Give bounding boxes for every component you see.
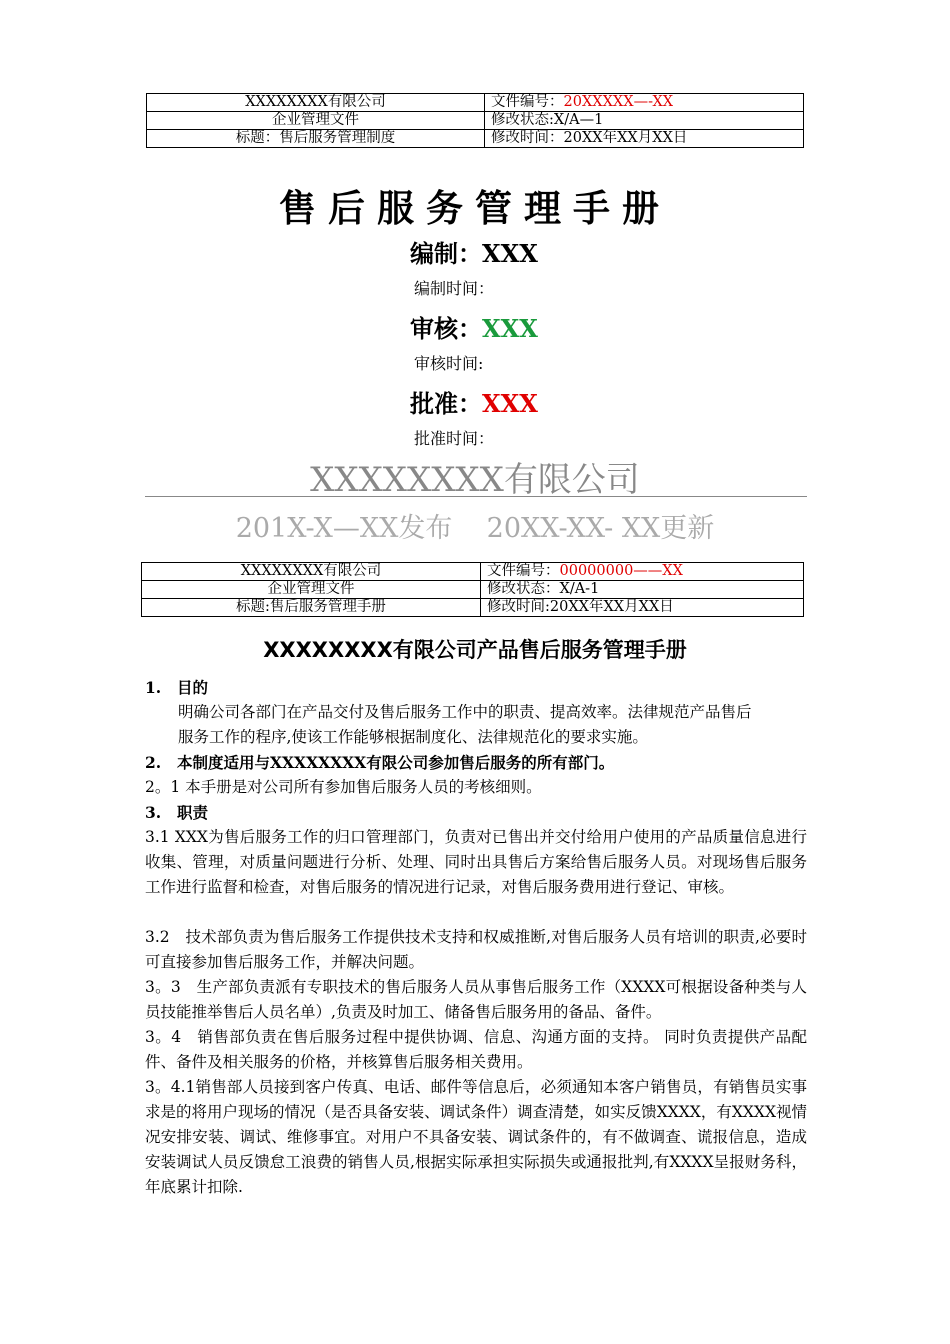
approve-time: 批准时间： [414,429,495,448]
section-1-heading: 1. 目的 [145,678,209,697]
header1-status: 修改状态:X/A—1 [485,112,804,130]
publish-line: 201X-X—XX发布 20XX-XX- XX更新 [235,513,715,544]
header2-title: 标题:售后服务管理手册 [142,599,481,617]
header1-title: 标题：售后服务管理制度 [147,130,485,148]
editor-line: 编制：XXX [410,239,538,268]
section-3-1: 3.1 XXX为售后服务工作的归口管理部门，负责对已售出并交付给用户使用的产品质量信息进行收集、管理，对质量问题进行分析、处理、同时出具售后方案给售后服务人员。对现场售后服务工作进行监督和检查，对售后服务的情况进行记录，对售后服务费用进行登记、审核。 [145,828,807,896]
header-table-1 [146,93,804,148]
section-3-3: 3。3 生产部负责派有专职技术的售后服务人员从事售后服务工作（XXXX可根据设备种类与人员技能推举售后人员名单）,负责及时加工、储备售后服务用的备品、备件。 [145,978,807,1021]
cover-divider [145,496,807,497]
doc-title: XXXXXXXX有限公司产品售后服务管理手册 [263,638,687,662]
cover-company: XXXXXXXX有限公司 [310,460,640,500]
section-1-text-line1: 明确公司各部门在产品交付及售后服务工作中的职责、提高效率。法律规范产品售后 [178,703,752,721]
header1-mod-time: 修改时间：20XX年XX月XX日 [485,130,804,148]
editor-name: XXX [482,239,538,268]
header1-file-no: 文件编号：20XXXXX—-XX [485,94,804,112]
section-2-1: 2。1 本手册是对公司所有参加售后服务人员的考核细则。 [145,778,542,796]
reviewer-name: XXX [482,314,538,343]
reviewer-line: 审核：XXX [410,314,538,343]
header1-company: XXXXXXXX有限公司 [147,94,485,112]
review-time: 审核时间: [414,354,484,373]
cover-title: 售后服务管理手册 [279,186,671,230]
header-table-2 [141,562,804,617]
approver-name: XXX [482,389,538,418]
header2-file-no: 文件编号：00000000——XX [481,563,804,581]
header2-mod-time: 修改时间:20XX年XX月XX日 [481,599,804,617]
header2-doc-type: 企业管理文件 [142,581,481,599]
approver-line: 批准：XXX [410,389,538,418]
section-3-2: 3.2 技术部负责为售后服务工作提供技术支持和权威推断,对售后服务人员有培训的职责,必要时可直接参加售后服务工作，并解决问题。 [145,928,807,971]
section-2-heading: 2. 本制度适用与XXXXXXXX有限公司参加售后服务的所有部门。 [145,753,615,772]
section-3-4: 3。4 销售部负责在售后服务过程中提供协调、信息、沟通方面的支持。 同时负责提供产品配件、备件及相关服务的价格，并核算售后服务相关费用。 [145,1028,807,1071]
section-3-4-1: 3。4.1销售部人员接到客户传真、电话、邮件等信息后，必须通知本客户销售员，有销售员实事求是的将用户现场的情况（是否具备安装、调试条件）调查清楚，如实反馈XXXX，有XXXX视情况安排安装、调试、维修事宜。对用户不具备安装、调试条件的，有不做调查、谎报信息，造成安装调试人员反馈怠工浪费的销售人员,根据实际承担实际损失或通报批判,有XXXX呈报财务科，年底累计扣除. [145,1078,807,1196]
section-3-heading: 3. 职责 [145,803,209,822]
header2-status: 修改状态：X/A-1 [481,581,804,599]
section-1-text-line2: 服务工作的程序,使该工作能够根据制度化、法律规范化的要求实施。 [178,728,648,746]
header1-doc-type: 企业管理文件 [147,112,485,130]
header2-company: XXXXXXXX有限公司 [142,563,481,581]
edit-time: 编制时间： [414,279,495,298]
